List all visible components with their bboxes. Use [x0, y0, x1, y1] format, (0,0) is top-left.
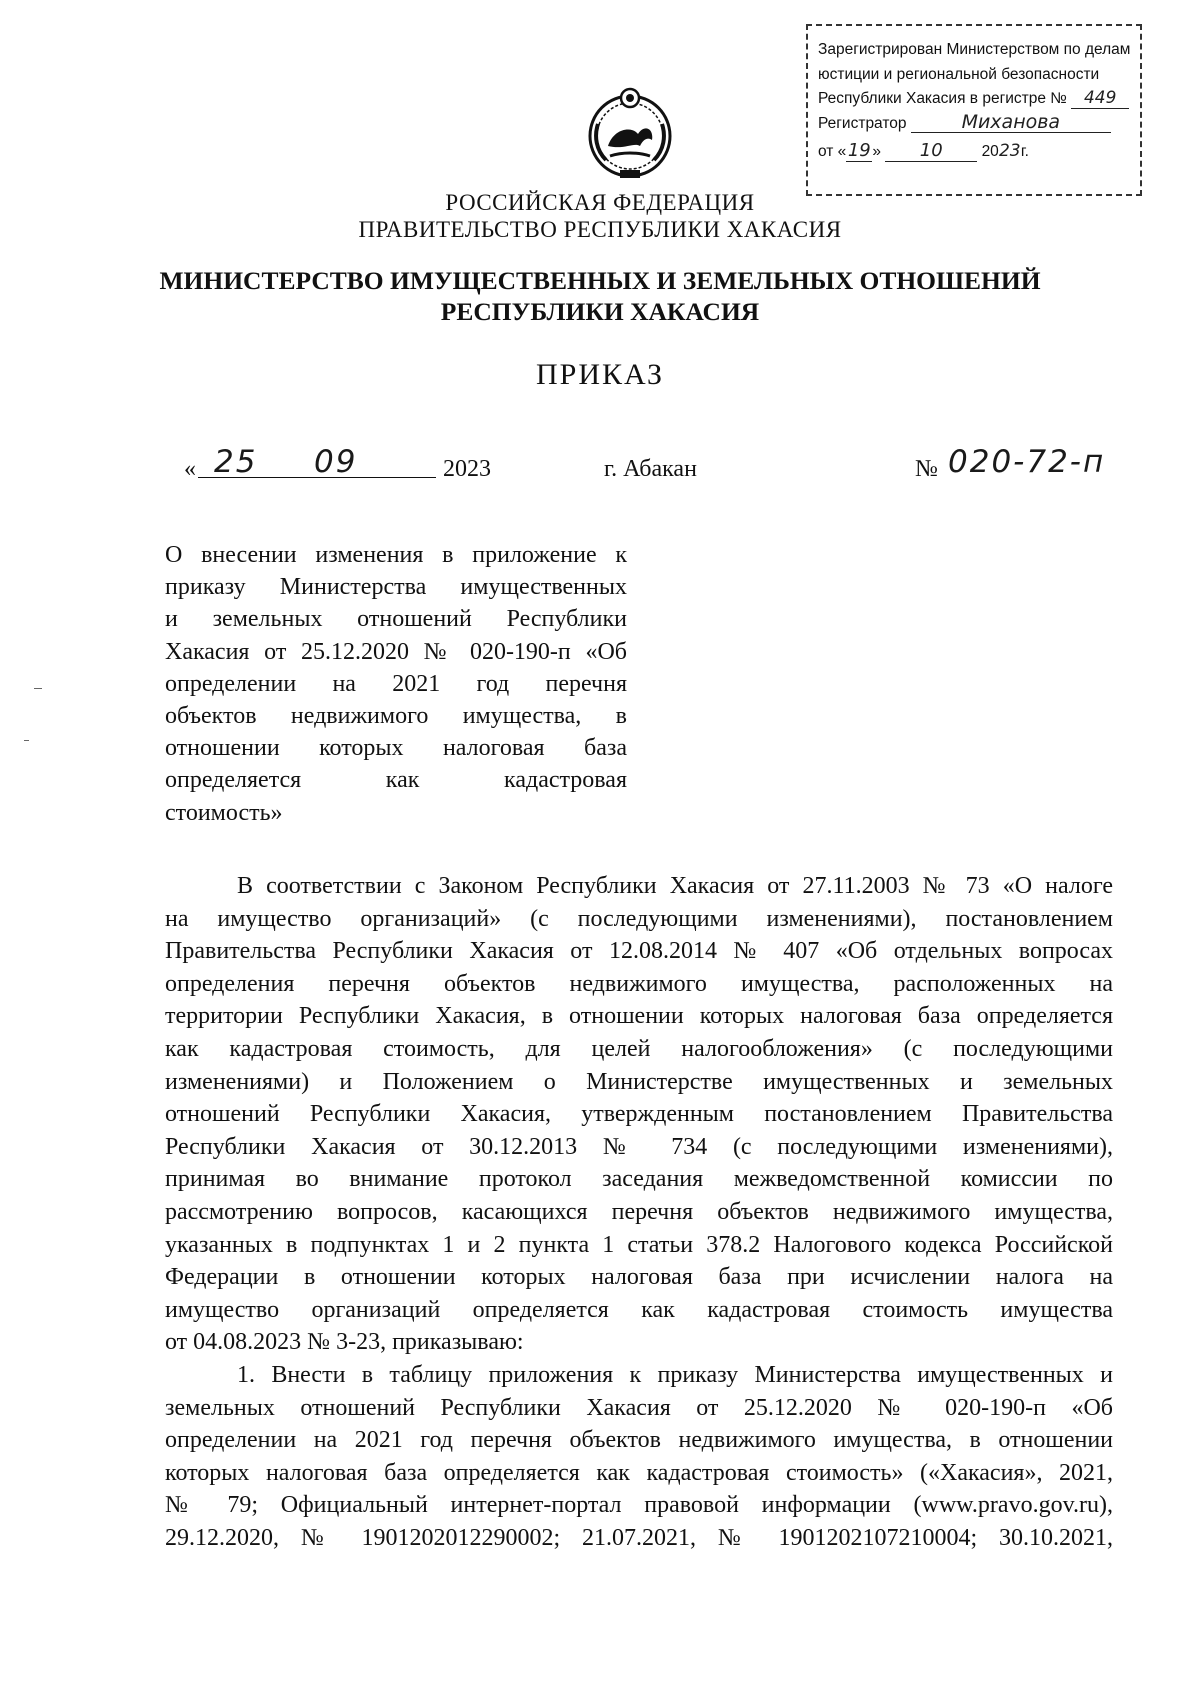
subject-line: отношении которых налоговая база: [165, 735, 627, 762]
body-line: определения перечня объектов недвижимого имущества, расположенных на: [165, 970, 1113, 997]
scan-margin-mark: [24, 740, 29, 741]
body-line: изменениями) и Положением о Министерстве имущественных и земельных: [165, 1068, 1113, 1095]
stamp-line-5: [818, 140, 1132, 165]
order-year: 2023: [443, 456, 491, 482]
date-open-quote: «: [184, 456, 196, 482]
header-country: РОССИЙСКАЯ ФЕДЕРАЦИЯ: [445, 190, 755, 215]
order-month: 09: [314, 444, 358, 480]
body-line: рассмотрению вопросов, касающихся перечня объектов недвижимого имущества,: [165, 1198, 1113, 1225]
body-line: имущество организаций определяется как кадастровая стоимость имущества: [165, 1296, 1113, 1323]
stamp-line-1: Зарегистрирован Министерством по делам: [818, 41, 1131, 58]
body-line: Правительства Республики Хакасия от 12.08.2014 № 407 «Об отдельных вопросах: [165, 938, 1113, 965]
document-type-title: ПРИКАЗ: [536, 358, 664, 391]
stamp-date-mid: »: [872, 143, 881, 160]
stamp-date-month: 10: [885, 141, 977, 162]
stamp-register-number: 449: [1071, 88, 1129, 109]
registrar-signature: Миханова: [911, 112, 1111, 133]
body-line: территории Республики Хакасия, в отношении которых налоговая база определяется: [165, 1003, 1113, 1030]
body-line: Федерации в отношении которых налоговая база при исчислении налога на: [165, 1264, 1113, 1291]
stamp-date-year-prefix: 20: [981, 143, 999, 160]
body-line: от 04.08.2023 № 3-23, приказываю:: [165, 1329, 524, 1356]
stamp-date-day: 19: [847, 140, 871, 161]
subject-line: определяется как кадастровая: [165, 767, 627, 794]
stamp-line-2: юстиции и региональной безопасности: [818, 65, 1100, 83]
subject-line: приказу Министерства имущественных: [165, 574, 627, 601]
body-line: определении на 2021 год перечня объектов недвижимого имущества, в отношении: [165, 1427, 1113, 1454]
body-line: 1. Внести в таблицу приложения к приказу Министерства имущественных и: [237, 1361, 1113, 1388]
stamp-line-4: [818, 112, 1132, 137]
subject-line: стоимость»: [165, 799, 283, 826]
body-line: которых налоговая база определяется как кадастровая стоимость» («Хакасия», 2021,: [165, 1459, 1113, 1486]
body-line: В соответствии с Законом Республики Хакасия от 27.11.2003 № 73 «О налоге: [237, 873, 1113, 899]
subject-line: Хакасия от 25.12.2020 № 020-190-п «Об: [165, 638, 627, 665]
header-government: ПРАВИТЕЛЬСТВО РЕСПУБЛИКИ ХАКАСИЯ: [358, 217, 842, 242]
stamp-date-end: г.: [1020, 143, 1029, 160]
stamp-register-label: Республики Хакасия в регистре №: [818, 90, 1067, 107]
date-underline: [198, 477, 436, 478]
registration-stamp: [806, 24, 1142, 196]
body-line: 29.12.2020, № 1901202012290002; 21.07.2021, № 1901202107210004; 30.10.2021,: [165, 1524, 1113, 1551]
body-line: № 79; Официальный интернет-портал правовой информации (www.pravo.gov.ru),: [165, 1492, 1113, 1519]
order-body: [165, 870, 1113, 1554]
body-line: Республики Хакасия от 30.12.2013 № 734 (с последующими изменениями),: [165, 1133, 1113, 1160]
subject-line: определении на 2021 год перечня: [165, 670, 627, 697]
subject-line: и земельных отношений Республики: [165, 606, 627, 633]
body-line: принимая во внимание протокол заседания межведомственной комиссии по: [165, 1166, 1113, 1193]
order-city: г. Абакан: [604, 456, 697, 482]
stamp-date-prefix: от «: [818, 143, 847, 160]
body-line: на имущество организаций» (с последующими изменениями), постановлением: [165, 905, 1113, 932]
coat-of-arms-emblem: [580, 84, 680, 184]
subject-line: объектов недвижимого имущества, в: [165, 702, 627, 729]
stamp-line-3: [818, 87, 1132, 112]
ministry-name-line-2: РЕСПУБЛИКИ ХАКАСИЯ: [440, 297, 760, 326]
order-number: 020-72-п: [948, 444, 1106, 480]
order-subject: [165, 539, 627, 829]
body-line: земельных отношений Республики Хакасия от 25.12.2020 № 020-190-п «Об: [165, 1394, 1113, 1421]
body-line: как кадастровая стоимость, для целей налогообложения» (с последующими: [165, 1035, 1113, 1062]
ministry-name-line-1: МИНИСТЕРСТВО ИМУЩЕСТВЕННЫХ И ЗЕМЕЛЬНЫХ ОТНОШЕНИЙ: [159, 266, 1041, 295]
stamp-date-year-suffix: 23: [998, 141, 1021, 161]
body-line: указанных в подпунктах 1 и 2 пункта 1 статьи 378.2 Налогового кодекса Российской: [165, 1231, 1113, 1258]
order-day: 25: [214, 444, 258, 480]
stamp-registrar-label: Регистратор: [818, 114, 907, 132]
scan-margin-mark: [34, 688, 42, 689]
body-line: отношений Республики Хакасия, утвержденным постановлением Правительства: [165, 1101, 1113, 1128]
order-number-sign: №: [915, 456, 938, 482]
subject-line: О внесении изменения в приложение к: [165, 542, 627, 568]
